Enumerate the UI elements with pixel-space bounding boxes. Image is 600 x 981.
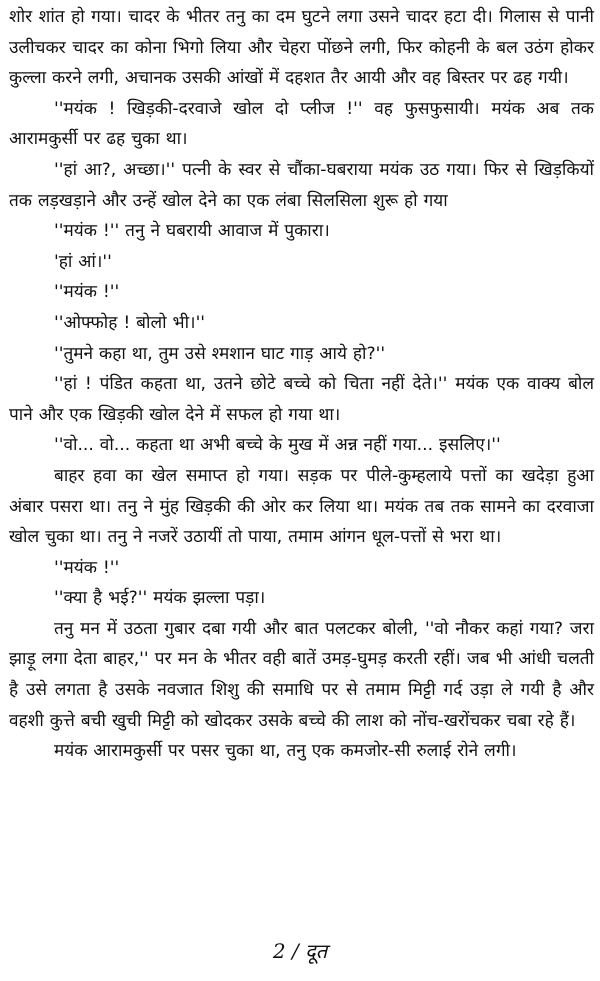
paragraph: ''हां ! पंडित कहता था, उतने छोटे बच्चे को चिता नहीं देते।'' मयंक एक वाक्य बोल पाने और एक खिड़की खोल देने में सफल हो गया था। — [9, 374, 594, 425]
paragraph: ''क्या है भई?'' मयंक झल्ला पड़ा। — [54, 588, 266, 609]
paragraph: ''वो... वो... कहता था अभी बच्चे के मुख में अन्न नहीं गया... इसलिए।'' — [54, 435, 501, 456]
paragraph: तनु मन में उठता गुबार दबा गयी और बात पलटकर बोली, ''वो नौकर कहां गया? जरा झाड़ू लगा देता बाहर,'' पर मन के भीतर वही बातें उमड़-घुमड़ करती रहीं। जब भी आंधी चलती है उसे लगता है उसके नवजात शिशु की समाधि पर से तमाम मिट्टी गर्द उड़ा ले गयी है और वहशी कुत्ते बची खुची मिट्टी को खोदकर उसके बच्चे की लाश को नोंच-खरोंचकर चबा रहे हैं। — [9, 618, 594, 731]
page-number-label: 2 / दूत — [272, 939, 328, 963]
paragraph: ''मयंक ! खिड़की-दरवाजे खोल दो प्लीज !'' वह फुसफुसायी। मयंक अब तक आरामकुर्सी पर ढह चुका था। — [9, 98, 594, 150]
story-text — [9, 2, 594, 767]
paragraph: मयंक आरामकुर्सी पर पसर चुका था, तनु एक कमजोर-सी रुलाई रोने लगी। — [54, 741, 517, 762]
paragraph: ''हां आ?, अच्छा।'' पत्नी के स्वर से चौंका-घबराया मयंक उठ गया। फिर से खिड़कियों तक लड़खड़ाने और उन्हें खोल देने का एक लंबा सिलसिला शुरू हो गया — [9, 159, 594, 211]
paragraph: ''ओफ्फोह ! बोलो भी।'' — [54, 312, 206, 333]
paragraph: बाहर हवा का खेल समाप्त हो गया। सड़क पर पीले-कुम्हलाये पत्तों का खदेड़ा हुआ अंबार पसरा था। तनु ने मुंह खिड़की की ओर कर लिया था। मयंक तब तक सामने का दरवाजा खोल चुका था। तनु ने नजरें उठायीं तो पाया, तमाम आंगन धूल-पत्तों से भरा था। — [9, 465, 594, 548]
paragraph: ''मयंक !'' तनु ने घबरायी आवाज में पुकारा। — [54, 221, 330, 242]
page-footer — [0, 937, 600, 965]
paragraph: 'हां आं।'' — [54, 251, 112, 272]
paragraph: ''मयंक !'' — [54, 282, 120, 303]
paragraph: शोर शांत हो गया। चादर के भीतर तनु का दम घुटने लगा उसने चादर हटा दी। गिलास से पानी उलीचकर चादर का कोना भिगो लिया और चेहरा पोंछने लगी, फिर कोहनी के बल उठंग होकर कुल्ला करने लगी, अचानक उसकी आंखों में दहशत तैर आयी और वह बिस्तर पर ढह गयी। — [9, 7, 594, 89]
paragraph: ''मयंक !'' — [54, 557, 120, 578]
paragraph: ''तुमने कहा था, तुम उसे श्मशान घाट गाड़ आये हो?'' — [54, 343, 386, 364]
